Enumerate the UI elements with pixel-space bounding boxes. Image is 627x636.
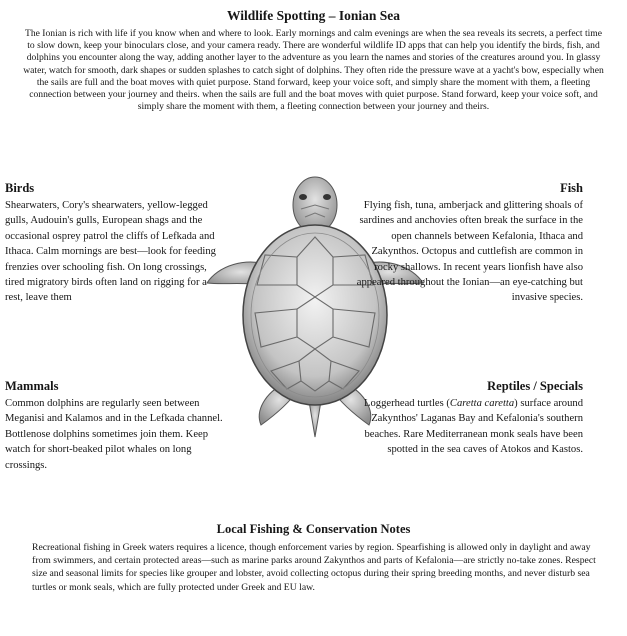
- mammals-text: Common dolphins are regularly seen between Meganisi and Kalamos and in the Lefkada channel. Bottlenose dolphins sometimes join them. Keep watch for short-beaked pilot whales on long crossings.: [5, 398, 223, 471]
- mammals-heading: Mammals: [5, 379, 59, 393]
- notes-heading: Local Fishing & Conservation Notes: [216, 522, 411, 536]
- birds-heading: Birds: [5, 181, 35, 195]
- notes-text: Recreational fishing in Greek waters requires a licence, though enforcement varies by region. Spearfishing is allowed only in daylight and away from swimmers, and certain protected areas—such as marine parks around Zakynthos and parts of Kefalonia—are strictly no-take zones. Respect size and seasonal limits for species like grouper and lobster, avoid collecting octopus during their spring breeding months, and never disturb sea turtles or monk seals, which are fully protected under Greek and EU law.: [32, 542, 596, 593]
- fish-text: Flying fish, tuna, amberjack and glittering shoals of sardines and anchovies often break the surface in the open channels between Kefalonia, Ithaca and Zakynthos. Octopus and cuttlefish are common in rocky shallows. In recent years lionfish have also appeared throughout the Ionian—an eye-catching but invasive species.: [356, 200, 583, 304]
- reptiles-heading: Reptiles / Specials: [487, 379, 583, 393]
- page-title: Wildlife Spotting – Ionian Sea: [226, 8, 401, 23]
- fish-heading: Fish: [560, 181, 583, 195]
- intro-paragraph: The Ionian is rich with life if you know when and where to look. Early mornings and calm evenings are when the sea reveals its secrets, a perfect time to slow down, keep your binoculars close, and your camera ready. There are wonderful wildlife ID apps that can help you identify the birds, fish, and dolphins you encounter along the way, adding another layer to the adventure as you learn the names and stories of the creatures around you. In glassy water, watch for smooth, dark shapes or sudden splashes to catch sight of dolphins. They often ride the pressure wave at a yacht's bow, especially when the sails are full and the boat moves with quiet purpose. Stand forward, keep your voice soft, and simply share the moment with them, a fleeting connection between your journey and theirs. when the sails are full and the boat moves with quiet purpose. Stand forward, keep your voice soft, and simply share the moment with them, a fleeting connection between your journey and theirs.: [23, 28, 604, 113]
- birds-text: Shearwaters, Cory's shearwaters, yellow-legged gulls, Audouin's gulls, European shags and the occasional osprey patrol the cliffs of Lefkada and Ithaca. Calm mornings are best—look for feeding frenzies over schooling fish. On long crossings, tired migratory birds often land on rigging for a rest, leave them: [5, 200, 216, 304]
- reptiles-text: Loggerhead turtles (Caretta caretta) surface around Zakynthos' Laganas Bay and Kefalonia's southern beaches. Rare Mediterranean monk seals have been spotted in the sea caves of Atokos and Kastos.: [364, 398, 583, 456]
